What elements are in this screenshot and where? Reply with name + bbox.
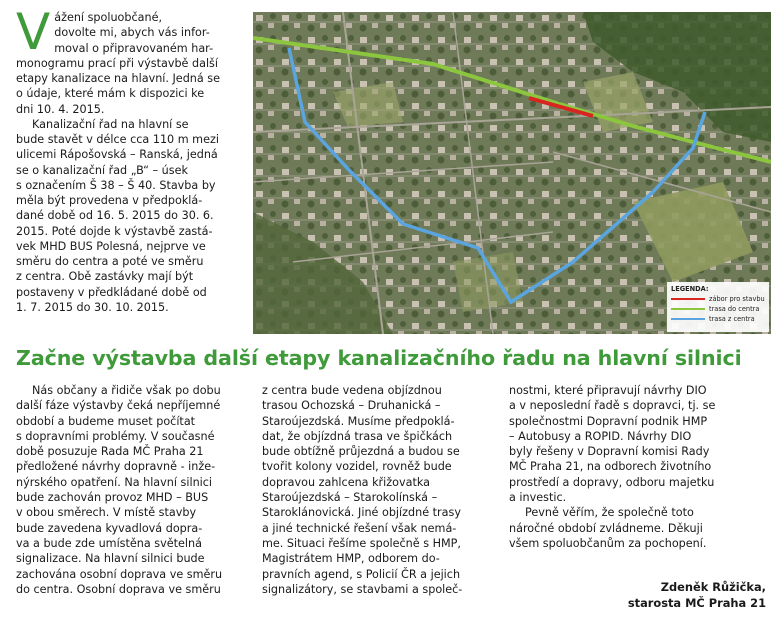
text-line: me. Situaci řešíme společně s HMP, (262, 536, 461, 550)
text-line: Magistrátem HMP, odborem do- (262, 552, 440, 566)
intro-line: moval o připravovaném har- (54, 41, 214, 55)
intro-paragraph-2 (16, 117, 244, 315)
intro-line: 2015. Poté dojde k výstavbě zastá- (16, 224, 213, 238)
intro-paragraph-1 (16, 3, 244, 117)
text-line: Staroújezdská – Starokolínská – (262, 491, 438, 505)
legend-label: trasa z centra (709, 315, 755, 323)
text-line: s dopravními problémy. V současné (16, 429, 215, 443)
text-line: období a budeme muset počítat (16, 414, 196, 428)
text-line: bude zachován provoz MHD – BUS (16, 491, 209, 505)
intro-line: bude stavět v délce cca 110 m mezi (16, 133, 219, 146)
intro-line: Kanalizační řad na hlavní se (32, 117, 189, 131)
text-line: signalizace. Na hlavní silnici bude (16, 552, 205, 566)
author-name: Zdeněk Růžička, (660, 580, 766, 594)
legend-label: trasa do centra (709, 305, 760, 313)
intro-line: ulicemi Rápošovská – Ranská, jedná (16, 148, 218, 162)
text-line: – Autobusy a ROPID. Návrhy DIO (509, 429, 692, 443)
text-line: dat, že objízdná trasa ve špičkách (262, 429, 453, 443)
text-line: Staroklánovická. Jiné objízdné trasy (262, 506, 461, 520)
text-line: pravních agend, s Policií ČR a jejich (262, 567, 461, 581)
text-line: společnostmi Dopravní podnik HMP (509, 414, 708, 428)
text-line: předložené návrhy dopravně - inže- (16, 460, 216, 474)
route-map (253, 12, 771, 334)
text-line: va a bude zde umístěna světelná (16, 536, 202, 550)
intro-line: měla být provedena v předpoklá- (16, 194, 203, 207)
column-paragraph (509, 505, 741, 551)
text-line: Pevně věřím, že společně toto (525, 506, 694, 520)
intro-line: etapy kanalizace na hlavní. Jedná se (16, 72, 221, 85)
map-legend (667, 282, 769, 332)
legend-title: LEGENDA: (671, 285, 709, 293)
text-line: zachována osobní doprava ve směru (16, 567, 223, 581)
text-line: a jiné technické řešení však nemá- (262, 521, 457, 535)
legend-item (671, 304, 765, 314)
intro-line: dni 10. 4. 2015. (16, 102, 105, 116)
author-signature (628, 580, 766, 611)
text-line: další fáze výstavby čeká nepříjemné (16, 399, 221, 413)
drop-cap: V (16, 3, 51, 61)
intro-line: z centra. Obě zastávky mají být (16, 270, 194, 284)
intro-line: dané době od 16. 5. 2015 do 30. 6. (16, 209, 214, 223)
article-column-3 (509, 383, 741, 551)
intro-line: 1. 7. 2015 do 30. 10. 2015. (16, 300, 169, 314)
text-line: prostředí a dopravy, odboru majetku (509, 475, 715, 489)
text-line: náročné období zvládneme. Děkuji (509, 521, 703, 535)
intro-line: se o kanalizační řad „B“ – úsek (16, 163, 188, 177)
intro-line: o údaje, které mám k dispozici ke (16, 87, 205, 101)
legend-item (671, 314, 765, 324)
intro-line: postaveny v předkládané době od (16, 285, 207, 299)
text-line: MČ Praha 21, na odborech životního (509, 460, 712, 474)
intro-line: směru do centra a poté ve směru (16, 255, 204, 268)
text-line: bude zavedena kyvadlová dopra- (16, 521, 203, 535)
intro-line: s označením Š 38 – Š 40. Stavba by (16, 178, 216, 192)
text-line: tvořit kolony vozidel, rovněž bude (262, 460, 452, 474)
text-line: trasou Ochozská – Druhanická – (262, 399, 441, 413)
intro-line: ážení spoluobčané, (54, 11, 163, 24)
text-line: Nás občany a řidiče však po dobu (32, 384, 221, 397)
intro-line: dovolte mi, abych vás infor- (54, 26, 210, 40)
text-line: nýrského opatření. Na hlavní silnici (16, 475, 213, 489)
text-line: bude obtížně průjezdná a budou se (262, 445, 460, 459)
intro-line: monogramu prací při výstavbě další (16, 56, 218, 70)
article-column-1 (16, 383, 248, 597)
text-line: byly řešeny v Dopravní komisi Rady (509, 445, 710, 459)
column-paragraph (509, 383, 741, 505)
text-line: z centra bude vedena objízdnou (262, 384, 442, 397)
intro-line: vek MHD BUS Polesná, nejprve ve (16, 239, 206, 253)
text-line: době posuzuje Rada MČ Praha 21 (16, 445, 204, 459)
text-line: a investic. (509, 491, 567, 505)
text-line: všem spoluobčanům za pochopení. (509, 536, 707, 550)
text-line: nostmi, které připravují návrhy DIO (509, 384, 707, 397)
text-line: do centra. Osobní doprava ve směru (16, 582, 221, 596)
author-title: starosta MČ Praha 21 (627, 595, 766, 610)
legend-label: zábor pro stavbu (709, 295, 765, 303)
text-line: v obou směrech. V místě stavby (16, 506, 197, 520)
article-headline: Začne výstavba další etapy kanalizačního řadu na hlavní silnici (16, 346, 742, 370)
text-line: signalizátory, se stavbami a společ- (262, 582, 463, 596)
text-line: Staroújezdská. Musíme předpoklá- (262, 414, 455, 428)
column-paragraph (262, 383, 494, 597)
column-paragraph (16, 383, 248, 597)
intro-text (16, 3, 244, 315)
article-column-2 (262, 383, 494, 597)
legend-item (671, 294, 765, 304)
text-line: a v neposlední řadě s dopravci, tj. se (509, 399, 716, 413)
text-line: dopravou zahlcena křižovatka (262, 475, 430, 489)
